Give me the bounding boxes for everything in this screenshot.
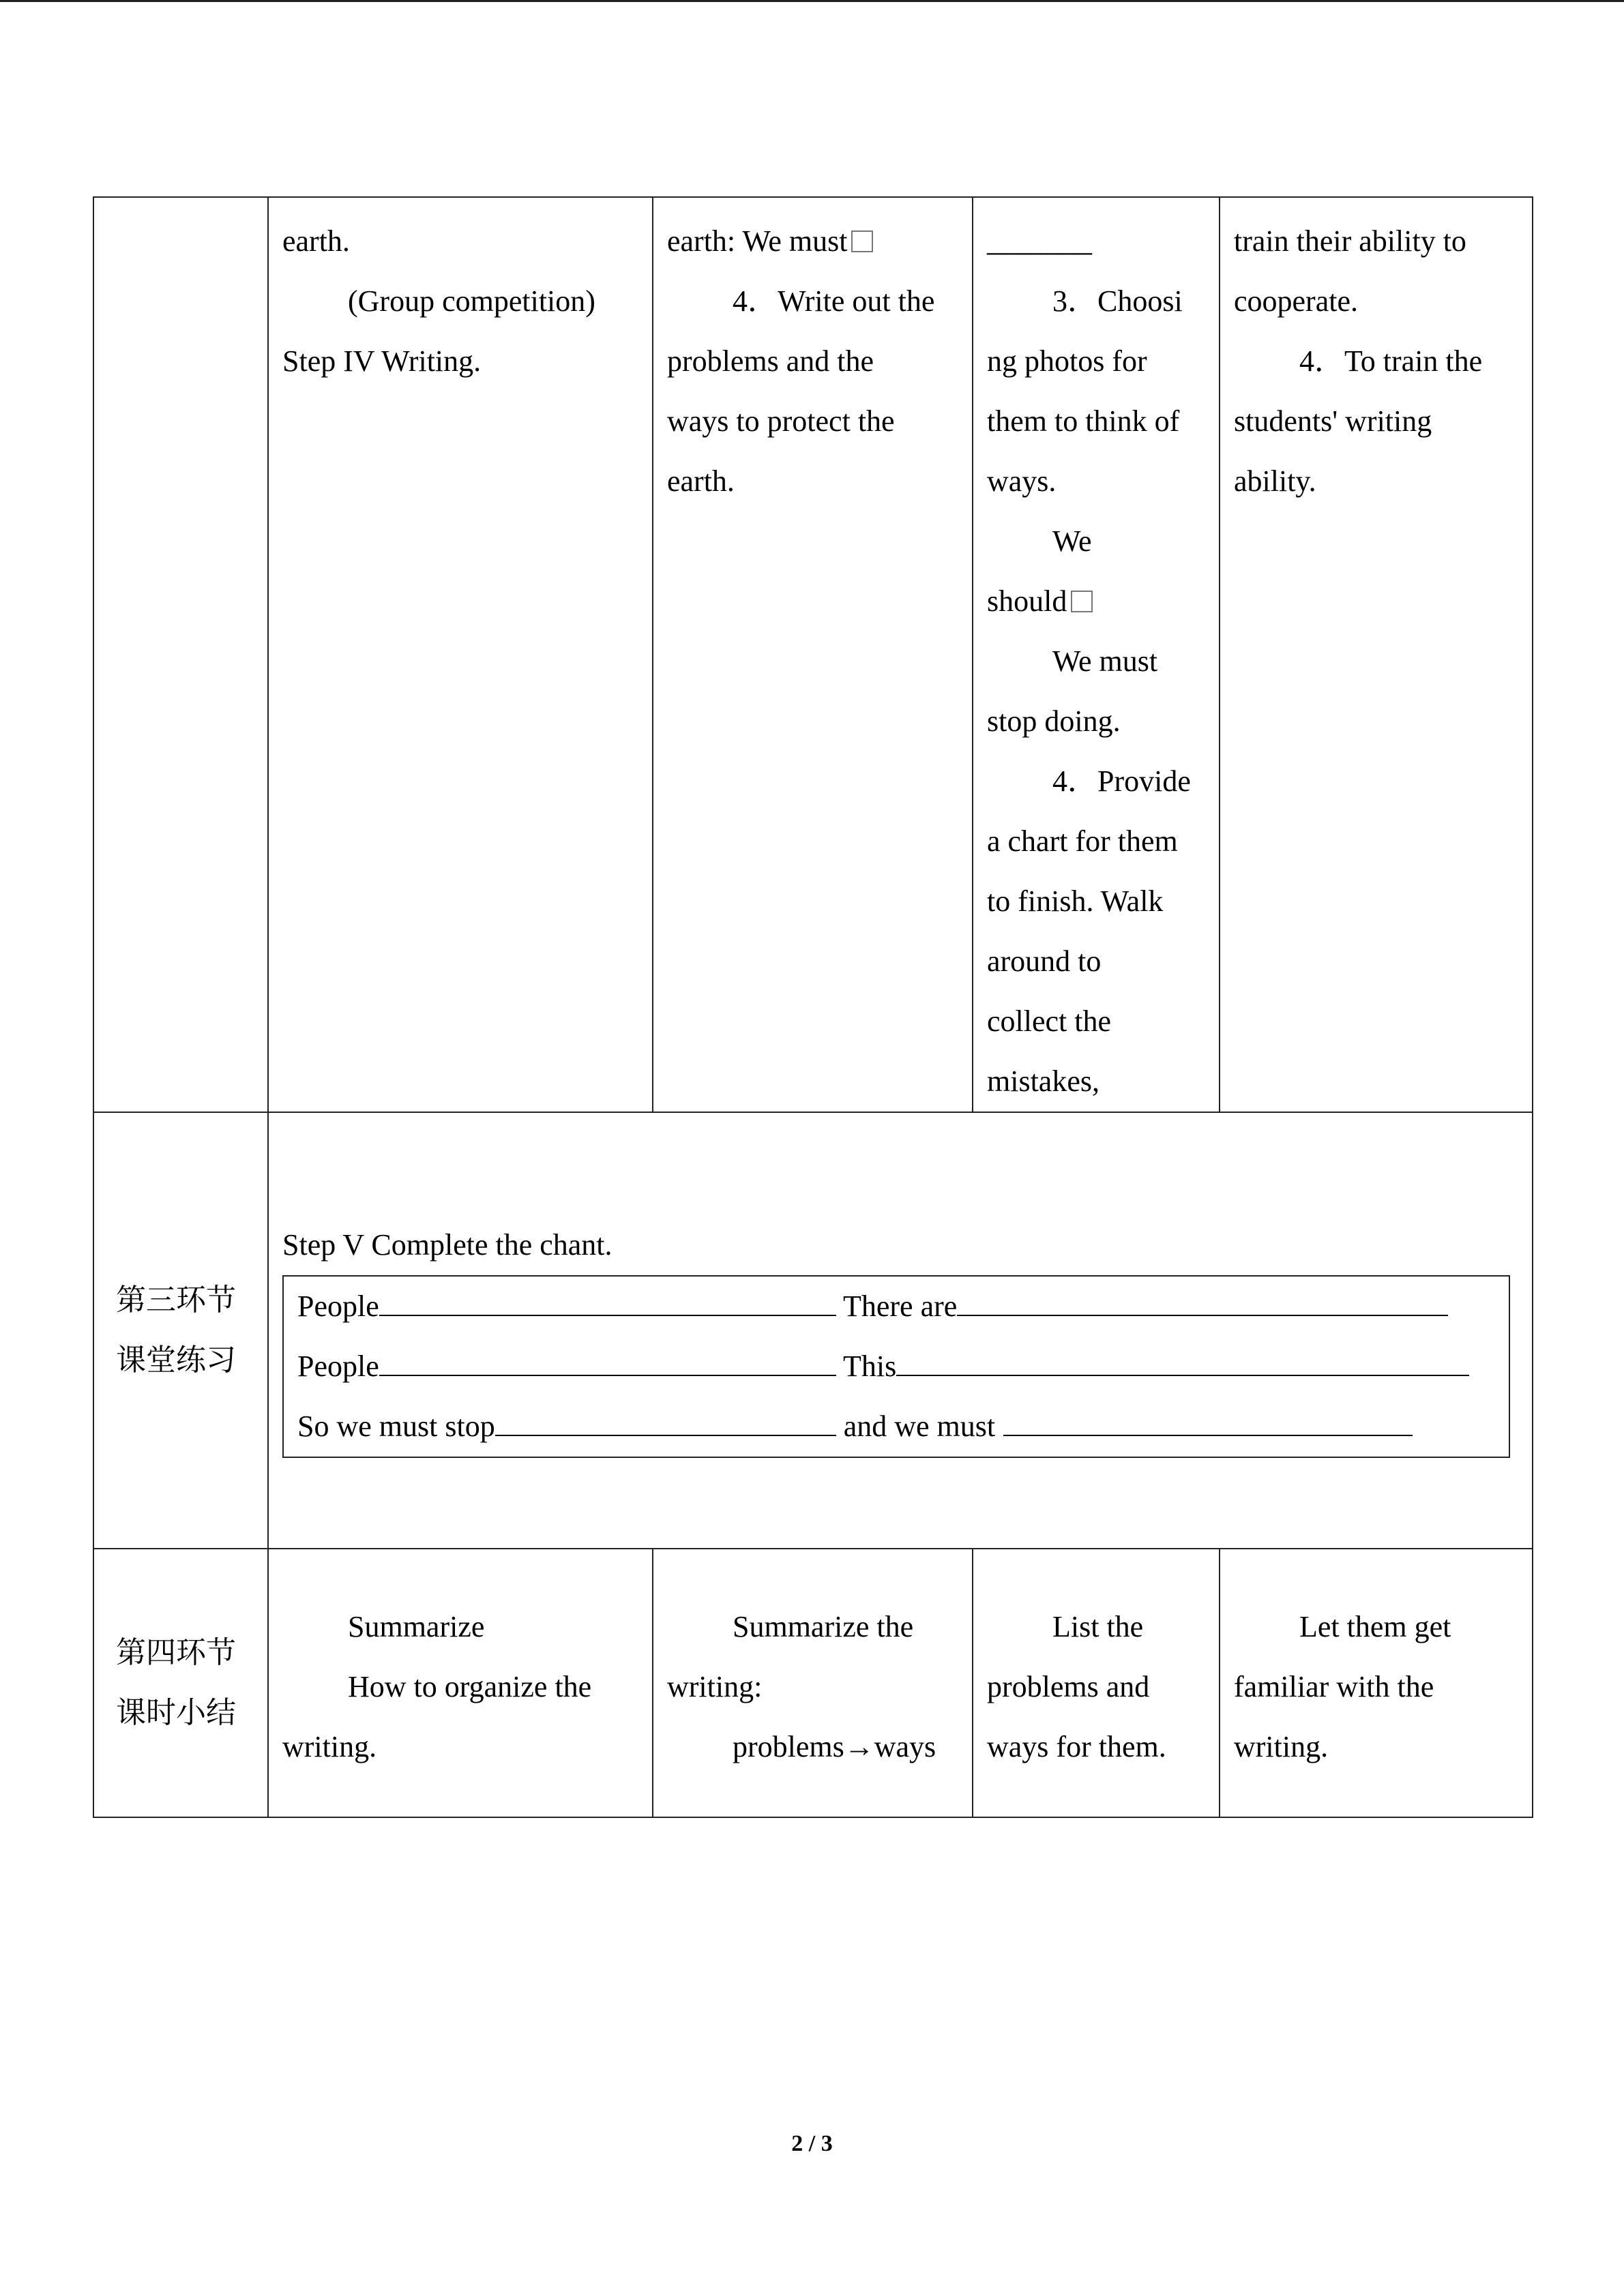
- teaching-content-cell: [268, 197, 653, 1112]
- cell-text: We must: [1052, 644, 1158, 678]
- cell-text-line: [987, 811, 1205, 871]
- cell-text: writing:: [667, 1670, 763, 1703]
- cell-text: How to organize the: [348, 1670, 592, 1703]
- cell-text-line: [667, 451, 958, 511]
- cell-text: ways to protect the: [667, 404, 895, 438]
- cell-text-line: [987, 1052, 1205, 1112]
- cell-text: them to think of: [987, 404, 1180, 438]
- cell-text-line: [987, 1717, 1205, 1777]
- fill-blank[interactable]: [896, 1347, 1469, 1376]
- cell-text: train their ability to: [1234, 224, 1466, 258]
- cell-text: writing.: [1234, 1730, 1329, 1763]
- cell-text-line: [1234, 391, 1518, 451]
- table-row-section4: [93, 1549, 1533, 1817]
- chant-line-3: [297, 1397, 1495, 1457]
- cell-text-line: [1234, 1597, 1518, 1657]
- cell-text-line: [667, 1597, 958, 1657]
- lesson-plan-table: [93, 196, 1533, 1818]
- cell-text: around to: [987, 944, 1102, 978]
- cell-text: Step IV Writing.: [282, 344, 482, 378]
- cell-text: familiar with the: [1234, 1670, 1434, 1703]
- summary-teacher-cell: [973, 1549, 1220, 1817]
- cell-text-line: [987, 571, 1205, 631]
- cell-text: ways.: [987, 464, 1057, 498]
- cell-text-line: [987, 871, 1205, 931]
- cell-text-line: [667, 1717, 958, 1777]
- cell-text: Let them get: [1299, 1610, 1451, 1643]
- cell-text: should: [987, 584, 1067, 618]
- chant-text: This: [842, 1350, 897, 1383]
- teacher-activity-cell: [973, 197, 1220, 1112]
- cell-text: problems and the: [667, 344, 874, 378]
- cell-text-line: [987, 511, 1205, 571]
- cell-text: (Group competition): [348, 284, 595, 318]
- section-label-cell: [93, 197, 268, 1112]
- cell-text: mistakes,: [987, 1064, 1099, 1098]
- cell-text: earth: We must: [667, 224, 848, 258]
- top-border: [0, 0, 1624, 2]
- cell-text-line: [987, 931, 1205, 992]
- section3-label-line1: 第三环节: [116, 1283, 236, 1317]
- section4-label: [93, 1549, 268, 1817]
- cell-text-line: [282, 1597, 638, 1657]
- cell-text: Summarize the: [733, 1610, 914, 1643]
- fill-blank[interactable]: [495, 1407, 836, 1436]
- summary-purpose-cell: [1220, 1549, 1533, 1817]
- cell-text-line: [1234, 1657, 1518, 1717]
- summary-content-cell: [268, 1549, 653, 1817]
- cell-text-line: [1234, 451, 1518, 511]
- placeholder-box-icon: [851, 230, 873, 252]
- cell-text-line: [987, 992, 1205, 1052]
- cell-text: students' writing: [1234, 404, 1432, 438]
- cell-text: a chart for them: [987, 824, 1178, 858]
- cell-text: earth.: [282, 224, 350, 258]
- cell-text: cooperate.: [1234, 284, 1358, 318]
- cell-text-line: [1234, 271, 1518, 331]
- fill-blank[interactable]: [379, 1347, 836, 1376]
- cell-text-line: [282, 331, 638, 391]
- chant-exercise-cell: [268, 1112, 1533, 1549]
- cell-text-line: [667, 391, 958, 451]
- cell-text: We: [1052, 524, 1092, 558]
- cell-text: 3．Choosi: [1052, 284, 1183, 318]
- cell-text-line: [667, 211, 958, 271]
- cell-text: 4．Write out the: [733, 284, 935, 318]
- cell-text-line: [987, 691, 1205, 751]
- cell-text-line: [987, 211, 1205, 271]
- fill-blank[interactable]: [1003, 1407, 1413, 1436]
- cell-text-line: [1234, 331, 1518, 391]
- cell-text-line: [987, 451, 1205, 511]
- chant-text: So we must stop: [297, 1410, 495, 1443]
- cell-text-line: [987, 751, 1205, 811]
- chant-box: [282, 1275, 1510, 1458]
- cell-text-line: [282, 211, 638, 271]
- cell-text: _______: [987, 224, 1092, 258]
- placeholder-box-icon: [1071, 591, 1093, 612]
- cell-text: ng photos for: [987, 344, 1147, 378]
- cell-text-line: [667, 271, 958, 331]
- cell-text-line: [667, 1657, 958, 1717]
- cell-text: List the: [1052, 1610, 1144, 1643]
- cell-text-line: [987, 391, 1205, 451]
- summary-student-cell: [653, 1549, 973, 1817]
- cell-text-line: [1234, 1717, 1518, 1777]
- cell-text: ability.: [1234, 464, 1316, 498]
- cell-text: writing.: [282, 1730, 377, 1763]
- section3-label-line2: 课堂练习: [116, 1343, 236, 1377]
- cell-text: collect the: [987, 1004, 1112, 1038]
- cell-text: 4．To train the: [1299, 344, 1483, 378]
- step5-title: Step V Complete the chant.: [282, 1228, 612, 1262]
- design-purpose-cell: [1220, 197, 1533, 1112]
- cell-text: Summarize: [348, 1610, 485, 1643]
- chant-text: and we must: [843, 1410, 996, 1443]
- section3-label: [93, 1112, 268, 1549]
- table-row-section3: [93, 1112, 1533, 1549]
- cell-text: earth.: [667, 464, 735, 498]
- cell-text-line: [667, 331, 958, 391]
- cell-text-line: [987, 331, 1205, 391]
- cell-text-line: [987, 1657, 1205, 1717]
- cell-text-line: [282, 271, 638, 331]
- cell-text: 4．Provide: [1052, 764, 1191, 798]
- cell-text: ways for them.: [987, 1730, 1166, 1763]
- cell-text-line: [1234, 211, 1518, 271]
- cell-text: stop doing.: [987, 704, 1121, 738]
- cell-text-line: [282, 1717, 638, 1777]
- page-number: 2 / 3: [791, 2131, 833, 2156]
- chant-line-2: [297, 1337, 1495, 1397]
- cell-text-line: [282, 1657, 638, 1717]
- student-activity-cell: [653, 197, 973, 1112]
- chant-line-1: [297, 1277, 1495, 1337]
- section4-label-line1: 第四环节: [116, 1636, 236, 1669]
- cell-text: to finish. Walk: [987, 884, 1164, 918]
- cell-text-line: [987, 1597, 1205, 1657]
- chant-text: There are: [842, 1289, 958, 1323]
- cell-text: problems→ways: [733, 1730, 936, 1763]
- fill-blank[interactable]: [379, 1287, 836, 1316]
- chant-text: People: [297, 1289, 379, 1323]
- cell-text-line: [987, 631, 1205, 691]
- cell-text-line: [987, 271, 1205, 331]
- section4-label-line2: 课时小结: [116, 1696, 236, 1729]
- fill-blank[interactable]: [957, 1287, 1448, 1316]
- cell-text: problems and: [987, 1670, 1150, 1703]
- table-row-step4: [93, 197, 1533, 1112]
- chant-text: People: [297, 1350, 379, 1383]
